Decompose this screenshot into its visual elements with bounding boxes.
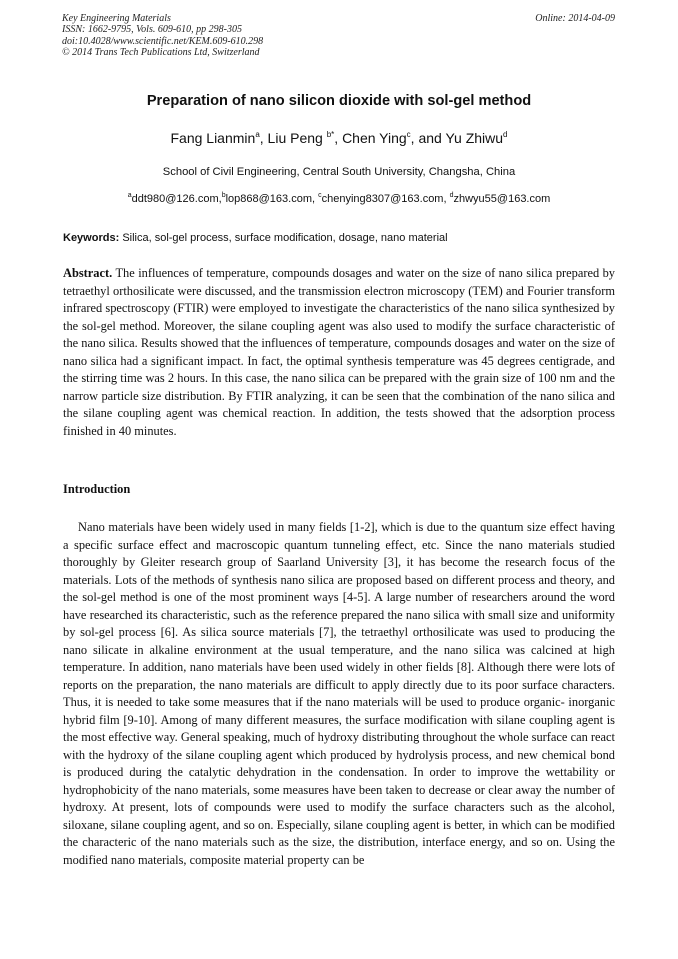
email-sup: d xyxy=(449,192,454,199)
email-address: lop868@163.com, xyxy=(225,193,316,205)
author-separator: , xyxy=(259,130,268,146)
author-sup: c xyxy=(406,130,411,139)
author-sup: d xyxy=(503,130,508,139)
copyright-line: © 2014 Trans Tech Publications Ltd, Switzerland xyxy=(62,47,260,59)
abstract xyxy=(63,265,615,440)
email-sup: c xyxy=(318,192,322,199)
email-address: zhwyu55@163.com xyxy=(453,193,551,205)
doi-line: doi:10.4028/www.scientific.net/KEM.609-610.298 xyxy=(62,35,264,47)
email-list xyxy=(0,192,678,205)
author-separator: , and xyxy=(410,130,446,146)
author-name: Yu Zhiwu xyxy=(445,130,504,146)
email-sup: a xyxy=(127,192,132,199)
email-sup: b xyxy=(221,192,226,199)
affiliation: School of Civil Engineering, Central South University, Changsha, China xyxy=(162,166,516,178)
abstract-text: The influences of temperature, compounds dosages and water on the size of nano silica prepared by tetraethyl orthosilicate were discussed, and the transmission electron microscopy (TEM) and Fourier transform infrared spectroscopy (FTIR) were employed to investigate the characteristics of the nano silica synthesized by the sol-gel method. Moreover, the silane coupling agent was also used to modify the surface characteristic of the nano silica. Results showed that the influences of temperature, compounds dosages and water on the size of nano silica had a significant impact. In fact, the optimal synthesis temperature was 45 degrees centigrade, and the stirring time was 2 hours. In this case, the nano silica can be prepared with the grain size of 100 nm and the narrow particle size distribution. By FTIR analyzing, it can be seen that the combination of the nano silica and the silane coupling agent was chemical reaction. In addition, the tests showed that the adsorption process finished in 40 minutes. xyxy=(63,266,616,438)
introduction-text: Nano materials have been widely used in many fields [1-2], which is due to the quantum size effect having a specific surface effect and macroscopic quantum tunneling effect, etc. Since the nano materials studied thoroughly by Gleiter research group of Saarland University [3], it has become the research focus of the materials. Lots of the methods of synthesis nano silica are proposed based on different process and theory, and the sol-gel method is one of the most prominent ways [4-5]. A large number of researchers around the word have researched its characteristic, such as the reference prepared the nano silica with small size and uniformity by sol-gel process [6]. As silica source materials [7], the tetraethyl orthosilicate was used to producing the nano silicate in alkaline environment at the usual temperature, and the nano silica was calcined at high temperature. In addition, nano materials have been used widely in other fields [8]. Although there were lots of reports on the preparation, the nano materials are difficult to apply directly due to its poor surface characters. Thus, it is needed to take some measures that if the nano materials will be used to produce organic- inorganic hybrid film [9-10]. Among of many different measures, the surface modification with silane coupling agent is the most effective way. General speaking, much of hydroxy distributing throughout the whole surface can react with the hydroxy of the silane coupling agent which produced by hydrolysis process, and new chemical bond is produced during the catalytic dehydration in the condensation. In order to improve the wettability or hydrophobicity of the nano materials, some measures have been taken to decrease or clear away the number of hydroxy. At present, lots of compounds were used to modify the surface characters such as the alcohol, siloxane, silane coupling agent, and so on. Especially, silane coupling agent is better, in which can be modified the characteric of the nano materials such as the size, the distribution, interface energy, and so on. Using the modified nano materials, composite material property can be xyxy=(63,520,615,867)
author-name: Chen Ying xyxy=(342,130,407,146)
paper-title: Preparation of nano silicon dioxide with sol-gel method xyxy=(146,93,532,109)
keywords-text: Silica, sol-gel process, surface modification, dosage, nano material xyxy=(122,232,448,244)
journal-header xyxy=(62,13,263,59)
author-name: Liu Peng xyxy=(267,130,327,146)
keywords xyxy=(63,232,616,244)
email-address: ddt980@126.com, xyxy=(131,193,222,205)
abstract-label: Abstract. xyxy=(63,266,113,280)
introduction-heading: Introduction xyxy=(63,482,131,496)
online-date: Online: 2014-04-09 xyxy=(535,13,615,24)
author-separator: , xyxy=(334,130,343,146)
keywords-label: Keywords: xyxy=(63,232,120,244)
email-address: chenying8307@163.com, xyxy=(321,193,447,205)
author-sup: a xyxy=(255,130,260,139)
journal-name: Key Engineering Materials xyxy=(62,13,171,24)
author-list xyxy=(0,130,678,146)
author-sup: b* xyxy=(326,130,335,139)
author-name: Fang Lianmin xyxy=(170,130,256,146)
issn-line: ISSN: 1662-9795, Vols. 609-610, pp 298-305 xyxy=(62,24,242,36)
